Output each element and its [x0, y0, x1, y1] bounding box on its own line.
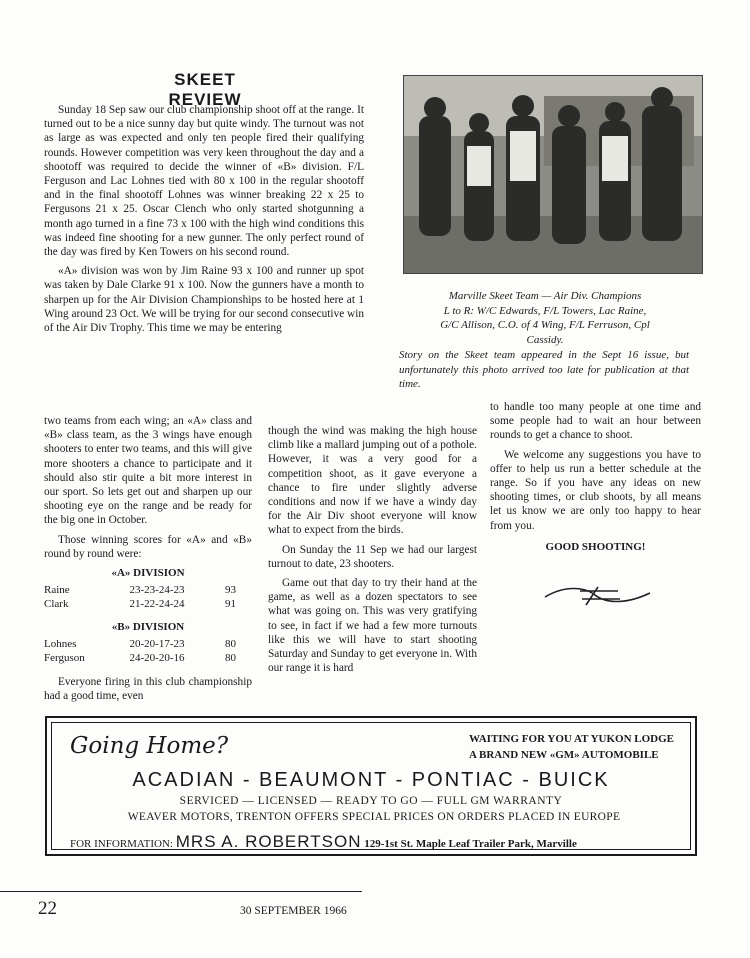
division-a-heading: «A» DIVISION — [111, 567, 185, 580]
article-column-2 — [268, 424, 477, 680]
table-row — [44, 583, 244, 597]
article-paragraph: to handle too many people at one time and some people had to wait an hour between rounds to get a chance to shoot. — [490, 401, 701, 442]
ad-contact — [70, 832, 577, 852]
closing-line: GOOD SHOOTING! — [545, 540, 646, 553]
page-number: 22 — [38, 898, 57, 919]
caption-line: Cassidy. — [526, 333, 564, 346]
footer-rule — [0, 891, 362, 892]
photo-note: Story on the Skeet team appeared in the Sept 16 issue, but unfortunately this photo arrived too late for publication at that time. — [399, 349, 689, 390]
player-rounds: 21-22-24-24 — [129, 598, 185, 611]
advertisement — [45, 716, 697, 856]
article-paragraph: two teams from each wing; an «A» class and «B» class team, as the 3 wings have enough shooters to enter two teams, and this will give more shooters a chance to participate and it should also stir quite a bit more interest in our sport. So lets get out and sharpen up our shooting eye on the range and be ready for the big one in October. — [44, 415, 252, 527]
article-paragraph: Sunday 18 Sep saw our club championship shoot off at the range. It turned out to be a nice sunny day but quite windy. The turnout was not as large as was expected and only ten people fired their qualifying rounds. However competition was very keen throughout the day and a shootoff was required to decide the winner of «B» division. F/L Ferguson and Lac Lohnes tied with 80 x 100 in the regular shootoff and in the final shootoff Lohnes was winner breaking 22 x 25 to Fergusons 21 x 25. Oscar Clench who only started shotgunning a month ago turned in a fine 73 x 100 with the high wind conditions this was indeed fine shooting for a new gunner. The only perfect round of the day was fired by Ken Towers on his second round. — [44, 104, 364, 259]
table-row — [44, 637, 244, 651]
article-paragraph: Everyone firing in this club championship had a good time, even — [44, 676, 252, 703]
article-column-3 — [490, 400, 701, 615]
division-a-scores — [44, 583, 244, 611]
article-title: SKEET REVIEW — [168, 70, 242, 109]
table-row — [44, 597, 244, 611]
article-paragraph: On Sunday the 11 Sep we had our largest turnout to date, 23 shooters. — [268, 543, 477, 570]
division-b-heading: «B» DIVISION — [111, 621, 185, 634]
article-paragraph: though the wind was making the high house climb like a mallard jumping out of a pothole. However, it was a very good for a competition shoot, as it gave everyone a chance to fire under slightly adverse conditions and now if we have a windy day for the Air Div shoot everyone will know what to expect from the birds. — [268, 425, 477, 537]
ad-services: SERVICED — LICENSED — READY TO GO — FULL GM WARRANTY — [179, 795, 563, 807]
ad-waiting — [469, 731, 674, 763]
caption-line: G/C Allison, C.O. of 4 Wing, F/L Ferruson, Cpl — [440, 319, 650, 331]
ad-info-label: FOR INFORMATION: — [70, 838, 173, 850]
flourish-icon — [490, 575, 701, 615]
caption-line: Marville Skeet Team — Air Div. Champions — [448, 290, 642, 302]
player-total: 91 — [225, 598, 236, 611]
ad-waiting-line: WAITING FOR YOU AT YUKON LODGE — [468, 733, 674, 745]
player-name: Lohnes — [44, 638, 77, 651]
article-paragraph: We welcome any suggestions you have to offer to help us run a better schedule at the range. So if you have any ideas on new shooting times, or club shoots, by all means let us know we are only too happy to hear from you. — [490, 448, 701, 532]
ad-inner-border — [51, 722, 691, 850]
player-rounds: 23-23-24-23 — [129, 584, 185, 597]
player-total: 93 — [225, 584, 236, 597]
article-paragraph: «A» division was won by Jim Raine 93 x 100 and runner up spot was taken by Dale Clarke 91 x 100. Now the gunners have a month to sharpen up for the Air Division Championships to be hosted here at 1 Wing around 23 Oct. We will be trying for our second consecutive win of the Air Div Trophy. This time we may be entering — [44, 265, 364, 335]
team-photo — [403, 75, 703, 274]
player-name: Ferguson — [44, 652, 85, 665]
ad-dealer-offer: WEAVER MOTORS, TRENTON OFFERS SPECIAL PRICES ON ORDERS PLACED IN EUROPE — [127, 811, 621, 823]
photo-caption — [399, 289, 691, 347]
article-paragraph: Those winning scores for «A» and «B» round by round were: — [44, 533, 252, 560]
ad-brands: ACADIAN - BEAUMONT - PONTIAC - BUICK — [132, 769, 610, 791]
article-column-1-top — [44, 103, 364, 340]
team-photo-image — [404, 76, 702, 273]
ad-going-home: Going Home? — [70, 733, 229, 759]
player-rounds: 24-20-20-16 — [129, 652, 185, 665]
article-paragraph: Game out that day to try their hand at the game, as well as a dozen spectators to see what was going on. This was very gratifying to see, in fact if we had a few more turnouts like this we will have to start shooting Saturday and Sunday to get everyone in. With our range it is hard — [268, 577, 477, 675]
caption-line: L to R: W/C Edwards, F/L Towers, Lac Raine, — [443, 304, 647, 317]
player-total: 80 — [225, 652, 236, 665]
issue-date: 30 SEPTEMBER 1966 — [240, 905, 347, 917]
player-rounds: 20-20-17-23 — [129, 638, 185, 651]
table-row — [44, 651, 244, 665]
player-name: Raine — [44, 584, 70, 597]
division-b-scores — [44, 637, 244, 665]
ad-contact-name: MRS A. ROBERTSON — [175, 832, 362, 851]
player-name: Clark — [44, 598, 69, 611]
ad-address: 129-1st St. Maple Leaf Trailer Park, Marville — [364, 838, 577, 850]
ad-waiting-line: A BRAND NEW «GM» AUTOMOBILE — [468, 749, 659, 761]
article-column-1-bottom — [44, 414, 252, 708]
player-total: 80 — [225, 638, 236, 651]
